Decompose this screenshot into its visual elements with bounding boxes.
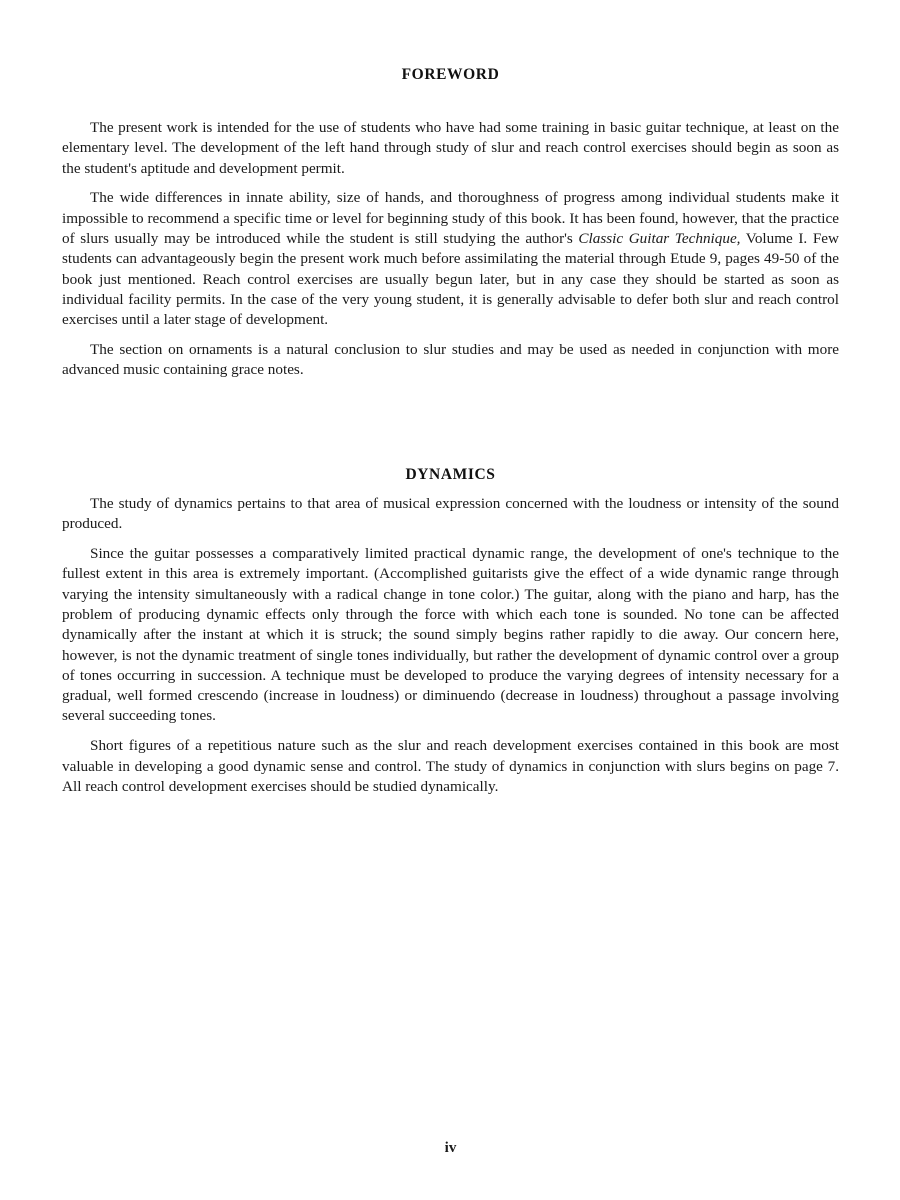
- dynamics-body: [62, 494, 839, 807]
- foreword-paragraph-2-text-a: The wide differences in innate ability, size of hands, and thoroughness of progress among individual students make it impossible to recommend a specific time or level for beginning study of this book. It has been found, however, that the practice of slurs usually may be introduced while the student is still studying the author's: [62, 189, 839, 247]
- document-page: [62, 0, 839, 1200]
- dynamics-paragraph-1: The study of dynamics pertains to that area of musical expression concerned with the loudness or intensity of the sound produced.: [62, 495, 839, 533]
- foreword-paragraph-2: [62, 188, 839, 330]
- foreword-paragraph-3: The section on ornaments is a natural conclusion to slur studies and may be used as needed in conjunction with more advanced music containing grace notes.: [62, 340, 839, 379]
- foreword-heading: FOREWORD: [401, 66, 500, 83]
- foreword-body: [62, 118, 839, 390]
- dynamics-paragraph-2: Since the guitar possesses a comparatively limited practical dynamic range, the development of one's technique to the fullest extent in this area is extremely important. (Accomplished guitarists give the effect of a wide dynamic range through varying the intensity simultaneously with a radical change in tone color.) The guitar, along with the piano and harp, has the problem of producing dynamic effects only through the force with which each tone is sounded. No tone can be affected dynamically after the instant at which it is struck; the sound simply begins rather rapidly to die away. Our concern here, however, is not the dynamic treatment of single tones individually, but rather the development of dynamic control over a group of tones occurring in succession. A technique must be developed to produce the varying degrees of intensity necessary for a gradual, well formed crescendo (increase in loudness) or diminuendo (decrease in loudness) throughout a passage involving several succeeding tones.: [62, 545, 839, 725]
- dynamics-heading: DYNAMICS: [405, 466, 496, 483]
- book-title-reference: Classic Guitar Technique,: [578, 229, 741, 247]
- foreword-paragraph-2-text-b: Volume I. Few students can advantageously begin the present work much before assimilating the material through Etude 9, pages 49-50 of the book just mentioned. Reach control exercises are usually begun later, but in any case they should be started as soon as individual facility permits. In the case of the very young student, it is generally advisable to defer both slur and reach control exercises until a later stage of development.: [62, 229, 839, 329]
- dynamics-paragraph-3: Short figures of a repetitious nature such as the slur and reach development exercises contained in this book are most valuable in developing a good dynamic sense and control. The study of dynamics in conjunction with slurs begins on page 7. All reach control development exercises should be studied dynamically.: [62, 737, 839, 795]
- page-number: iv: [444, 1140, 457, 1156]
- foreword-paragraph-1: The present work is intended for the use of students who have had some training in basic guitar technique, at least on the elementary level. The development of the left hand through study of slur and reach control exercises should begin as soon as the student's aptitude and development permit.: [62, 119, 839, 177]
